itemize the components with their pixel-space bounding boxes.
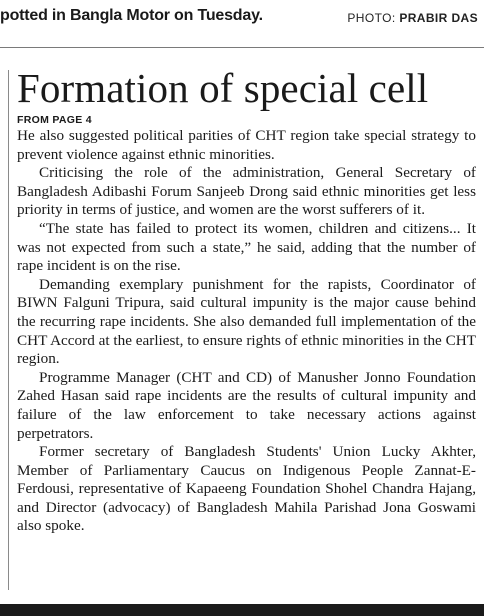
paragraph: Demanding exemplary punishment for the rapists, Coordinator of BIWN Falguni Tripura, said cultural impunity is the major cause behind the recurring rape incidents. She also demanded full implementation of the CHT Accord at the earliest, to ensure rights of ethnic minorities in the CHT region. (17, 275, 476, 368)
paragraph: Former secretary of Bangladesh Students' Union Lucky Akhter, Member of Parliamentary Caucus on Indigenous People Zannat-E-Ferdousi, representative of Kapaeeng Foundation Shohel Chandra Hajang, and Director (advocacy) of Bangladesh Mahila Parishad Jona Goswami also spoke. (17, 443, 476, 535)
section-divider (0, 47, 484, 48)
photographer-name: PRABIR DAS (399, 11, 478, 25)
photo-caption-row (0, 6, 484, 28)
column-rule (8, 70, 9, 590)
bottom-border (0, 604, 484, 616)
jump-line: FROM PAGE 4 (17, 114, 92, 126)
paragraph: He also suggested political parities of CHT region take special strategy to prevent violence against ethnic minorities. (17, 127, 476, 163)
photo-caption: potted in Bangla Motor on Tuesday. (0, 7, 263, 24)
paragraph: Criticising the role of the administration, General Secretary of Bangladesh Adibashi Forum Sanjeeb Drong said ethnic minorities get less priority in terms of justice, and women are the worst sufferers of it. (17, 164, 476, 219)
headline: Formation of special cell (17, 65, 429, 111)
photo-label: PHOTO: (347, 11, 396, 25)
article (17, 64, 476, 536)
article-body (17, 127, 476, 536)
paragraph: Programme Manager (CHT and CD) of Manusher Jonno Foundation Zahed Hasan said rape incidents are the results of cultural impunity and failure of the law enforcement to take necessary actions against perpetrators. (17, 368, 476, 442)
photo-credit (347, 11, 478, 25)
paragraph: “The state has failed to protect its women, children and citizens... It was not expected from such a state,” he said, adding that the number of rape incident is on the rise. (17, 219, 476, 275)
